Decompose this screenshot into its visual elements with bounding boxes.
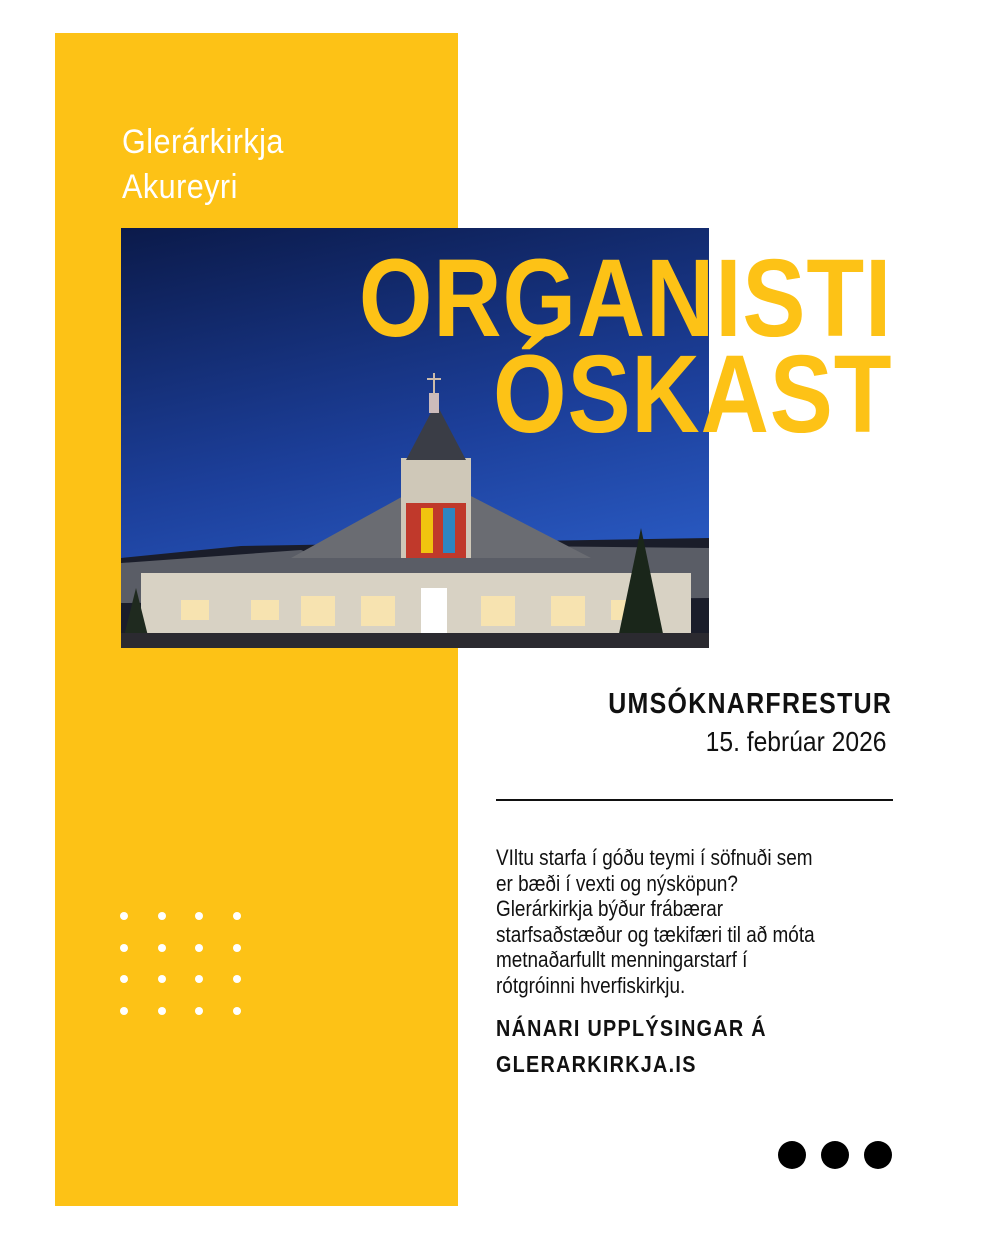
description-line: metnaðarfullt menningarstarf í — [496, 947, 748, 973]
decorative-dot — [120, 975, 128, 983]
decorative-dot — [195, 912, 203, 920]
description — [496, 845, 815, 999]
decorative-dot — [158, 975, 166, 983]
decorative-black-dot — [821, 1141, 849, 1169]
decorative-dot — [120, 912, 128, 920]
organization-line1: Glerárkirkja — [122, 123, 284, 161]
deadline-date: 15. febrúar 2026 — [705, 726, 886, 757]
decorative-dot — [120, 944, 128, 952]
description-line: er bæði í vexti og nýsköpun? — [496, 870, 738, 896]
headline-line1: ORGANISTI — [358, 237, 892, 360]
decorative-dot — [195, 975, 203, 983]
decorative-black-dot — [778, 1141, 806, 1169]
organization-line2: Akureyri — [122, 168, 238, 206]
decorative-dot — [233, 912, 241, 920]
decorative-dot — [158, 1007, 166, 1015]
deadline-label: UMSÓKNARFRESTUR — [608, 688, 892, 720]
more-info — [496, 1010, 767, 1082]
description-line: VIltu starfa í góðu teymi í söfnuði sem — [496, 845, 813, 870]
organization-name — [122, 120, 302, 210]
decorative-dot — [158, 944, 166, 952]
description-line: Glerárkirkja býður frábærar — [496, 896, 724, 922]
decorative-black-dot — [864, 1141, 892, 1169]
divider — [496, 799, 893, 801]
decorative-dot — [195, 944, 203, 952]
decorative-dot — [195, 1007, 203, 1015]
more-info-line1: NÁNARI UPPLÝSINGAR Á — [496, 1015, 767, 1041]
headline-line2: ÓSKAST — [492, 333, 892, 456]
decorative-dot — [233, 944, 241, 952]
decorative-dot — [233, 975, 241, 983]
description-line: rótgróinni hverfiskirkju. — [496, 972, 686, 998]
website-link[interactable]: GLERARKIRKJA.IS — [496, 1051, 697, 1077]
description-line: starfsaðstæður og tækifæri til að móta — [496, 921, 815, 947]
decorative-dot — [158, 912, 166, 920]
decorative-dot — [120, 1007, 128, 1015]
decorative-dot — [233, 1007, 241, 1015]
decorative-dot-grid — [120, 912, 244, 1016]
